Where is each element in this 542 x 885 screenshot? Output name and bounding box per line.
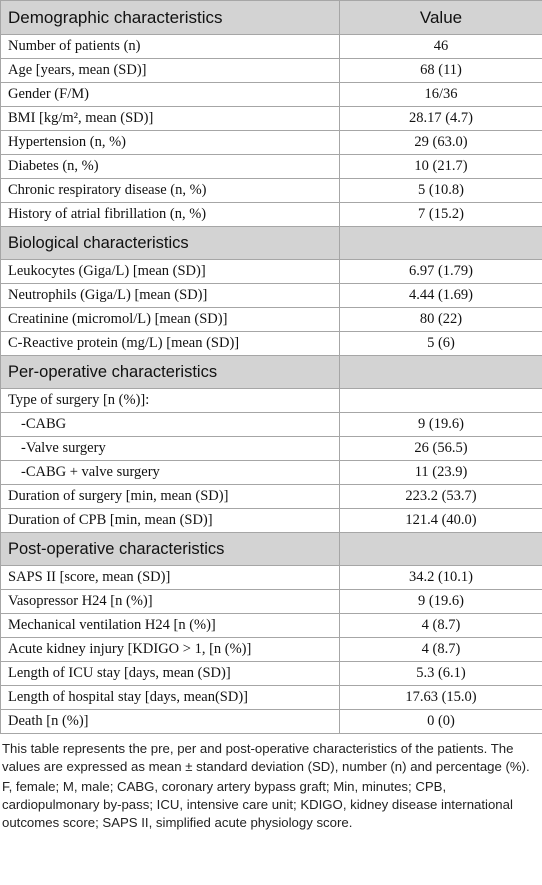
- table-row: [1, 179, 542, 203]
- row-label: Leukocytes (Giga/L) [mean (SD)]: [1, 260, 340, 284]
- row-label: BMI [kg/m², mean (SD)]: [1, 107, 340, 131]
- row-label: Age [years, mean (SD)]: [1, 59, 340, 83]
- table-row: [1, 59, 542, 83]
- row-value: 26 (56.5): [340, 437, 542, 461]
- row-value: 4 (8.7): [340, 614, 542, 638]
- row-label: Gender (F/M): [1, 83, 340, 107]
- row-value: 11 (23.9): [340, 461, 542, 485]
- header-characteristics: Demographic characteristics: [1, 1, 340, 35]
- row-label: Number of patients (n): [1, 35, 340, 59]
- table-row: [1, 332, 542, 356]
- row-label: Creatinine (micromol/L) [mean (SD)]: [1, 308, 340, 332]
- row-value: 7 (15.2): [340, 203, 542, 227]
- table-row: [1, 461, 542, 485]
- table-row: [1, 638, 542, 662]
- row-label: -CABG + valve surgery: [1, 461, 340, 485]
- row-value: 5 (6): [340, 332, 542, 356]
- row-value: 6.97 (1.79): [340, 260, 542, 284]
- row-value: 46: [340, 35, 542, 59]
- footnote-description: This table represents the pre, per and post-operative characteristics of the patients. The values are expressed as mean ± standard deviation (SD), number (n) and percentage (%).: [2, 741, 530, 774]
- row-label: Neutrophils (Giga/L) [mean (SD)]: [1, 284, 340, 308]
- footnote-abbreviations: F, female; M, male; CABG, coronary artery bypass graft; Min, minutes; CPB, cardiopulmonary by-pass; ICU, intensive care unit; KDIGO, kidney disease international outcomes score; SAPS II, simplified acute physiology score.: [2, 779, 513, 830]
- table-header-row: [1, 1, 542, 35]
- table-row: [1, 662, 542, 686]
- table-row: [1, 485, 542, 509]
- row-label: Length of ICU stay [days, mean (SD)]: [1, 662, 340, 686]
- row-value: [340, 389, 542, 413]
- table-row: [1, 308, 542, 332]
- table-row: [1, 131, 542, 155]
- section-title-blank: [340, 227, 542, 260]
- table-row: [1, 260, 542, 284]
- row-value: 0 (0): [340, 710, 542, 734]
- row-label: Death [n (%)]: [1, 710, 340, 734]
- row-value: 29 (63.0): [340, 131, 542, 155]
- table-row: [1, 284, 542, 308]
- section-header-row: [1, 227, 542, 260]
- row-value: 17.63 (15.0): [340, 686, 542, 710]
- row-label: History of atrial fibrillation (n, %): [1, 203, 340, 227]
- section-header-row: [1, 356, 542, 389]
- row-value: 68 (11): [340, 59, 542, 83]
- row-label: Hypertension (n, %): [1, 131, 340, 155]
- section-title-blank: [340, 533, 542, 566]
- table-row: [1, 389, 542, 413]
- row-value: 5.3 (6.1): [340, 662, 542, 686]
- table-row: [1, 614, 542, 638]
- row-value: 4 (8.7): [340, 638, 542, 662]
- row-value: 223.2 (53.7): [340, 485, 542, 509]
- row-value: 80 (22): [340, 308, 542, 332]
- table-row: [1, 590, 542, 614]
- row-value: 5 (10.8): [340, 179, 542, 203]
- table-row: [1, 35, 542, 59]
- row-label: C-Reactive protein (mg/L) [mean (SD)]: [1, 332, 340, 356]
- table-row: [1, 203, 542, 227]
- row-label: Chronic respiratory disease (n, %): [1, 179, 340, 203]
- row-value: 34.2 (10.1): [340, 566, 542, 590]
- header-value: Value: [340, 1, 542, 35]
- row-label: Duration of CPB [min, mean (SD)]: [1, 509, 340, 533]
- row-label: Acute kidney injury [KDIGO > 1, [n (%)]: [1, 638, 340, 662]
- row-value: 10 (21.7): [340, 155, 542, 179]
- table-row: [1, 566, 542, 590]
- section-title: Post-operative characteristics: [1, 533, 340, 566]
- row-label: Diabetes (n, %): [1, 155, 340, 179]
- row-label: Vasopressor H24 [n (%)]: [1, 590, 340, 614]
- row-label: SAPS II [score, mean (SD)]: [1, 566, 340, 590]
- row-label: -CABG: [1, 413, 340, 437]
- row-label: Type of surgery [n (%)]:: [1, 389, 340, 413]
- row-value: 4.44 (1.69): [340, 284, 542, 308]
- row-value: 28.17 (4.7): [340, 107, 542, 131]
- table-row: [1, 710, 542, 734]
- row-value: 9 (19.6): [340, 413, 542, 437]
- row-label: Length of hospital stay [days, mean(SD)]: [1, 686, 340, 710]
- table-body: [1, 35, 542, 734]
- table-row: [1, 83, 542, 107]
- row-value: 16/36: [340, 83, 542, 107]
- section-header-row: [1, 533, 542, 566]
- row-value: 121.4 (40.0): [340, 509, 542, 533]
- table-row: [1, 437, 542, 461]
- table-footnotes: [0, 734, 540, 832]
- table-row: [1, 107, 542, 131]
- row-value: 9 (19.6): [340, 590, 542, 614]
- table-row: [1, 509, 542, 533]
- row-label: -Valve surgery: [1, 437, 340, 461]
- table-row: [1, 413, 542, 437]
- section-title: Per-operative characteristics: [1, 356, 340, 389]
- section-title-blank: [340, 356, 542, 389]
- section-title: Biological characteristics: [1, 227, 340, 260]
- table-row: [1, 686, 542, 710]
- table-row: [1, 155, 542, 179]
- row-label: Duration of surgery [min, mean (SD)]: [1, 485, 340, 509]
- row-label: Mechanical ventilation H24 [n (%)]: [1, 614, 340, 638]
